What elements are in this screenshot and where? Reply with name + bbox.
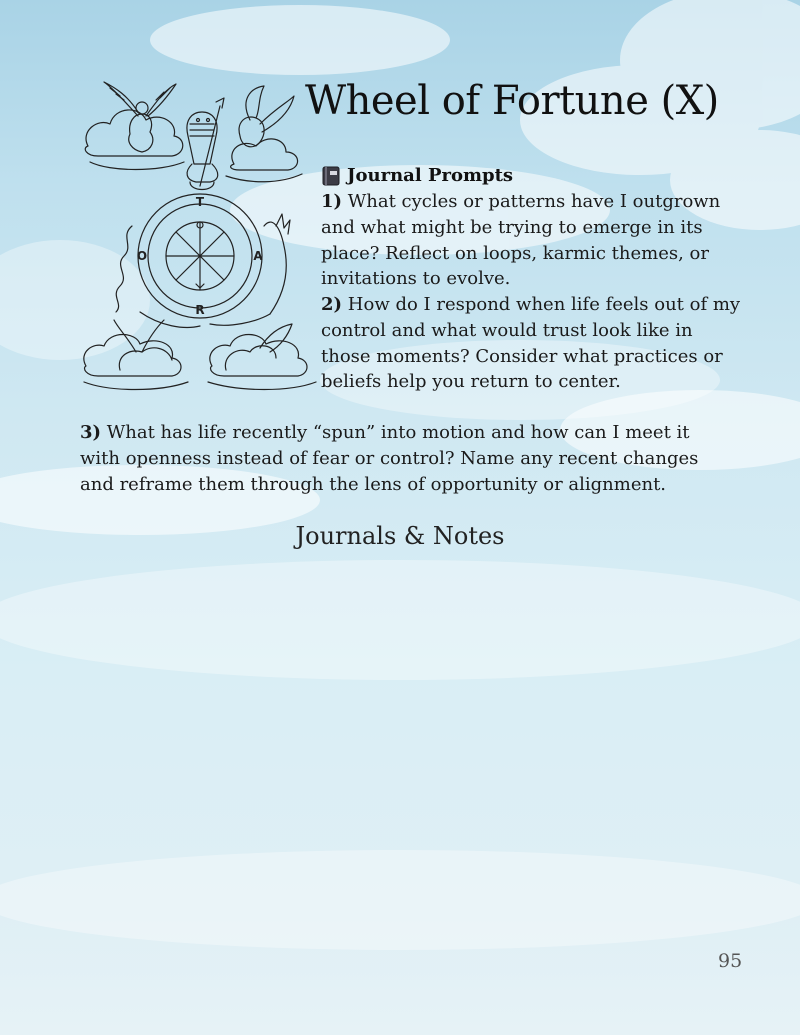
anubis-figure <box>264 222 286 314</box>
cloud-bottom-right <box>210 335 307 377</box>
lion-figure <box>225 346 276 370</box>
prompt-text: How do I respond when life feels out of my control and what would trust look like in those moments? Consider what practices or beliefs help you return to center. <box>321 294 741 393</box>
snake-figure <box>116 226 132 312</box>
journal-prompts-label: Journal Prompts <box>347 165 514 186</box>
journals-notes-heading: Journals & Notes <box>295 522 505 550</box>
wheel-letter-o: O <box>136 249 148 263</box>
prompt-number: 2) <box>321 294 343 315</box>
wheel-of-fortune-illustration <box>80 76 320 406</box>
journal-prompt-1 <box>321 189 741 292</box>
prompt-text: What cycles or patterns have I outgrown and what might be trying to emerge in its place? Reflect on loops, karmic themes, or invitations to evolve. <box>321 191 721 290</box>
prompt-number: 1) <box>321 191 343 212</box>
wheel-letter-r: R <box>195 303 205 317</box>
journal-prompt-2 <box>321 292 741 395</box>
prompt-number: 3) <box>80 422 102 443</box>
prompt-text: What has life recently “spun” into motion and how can I meet it with openness instead of fear or control? Name any recent changes and reframe them through the lens of opportunity or alignment. <box>80 422 699 495</box>
notebook-icon <box>322 166 341 186</box>
bull-figure <box>119 348 172 370</box>
angel-figure <box>129 114 153 152</box>
cloud-bottom-left <box>84 335 181 377</box>
page-number: 95 <box>718 950 743 972</box>
journal-prompt-3 <box>80 420 720 497</box>
journal-prompts-heading <box>322 165 513 186</box>
wheel-letter-a: A <box>253 249 263 263</box>
page-title: Wheel of Fortune (X) <box>305 78 719 124</box>
wheel-letter-t: T <box>195 195 205 209</box>
